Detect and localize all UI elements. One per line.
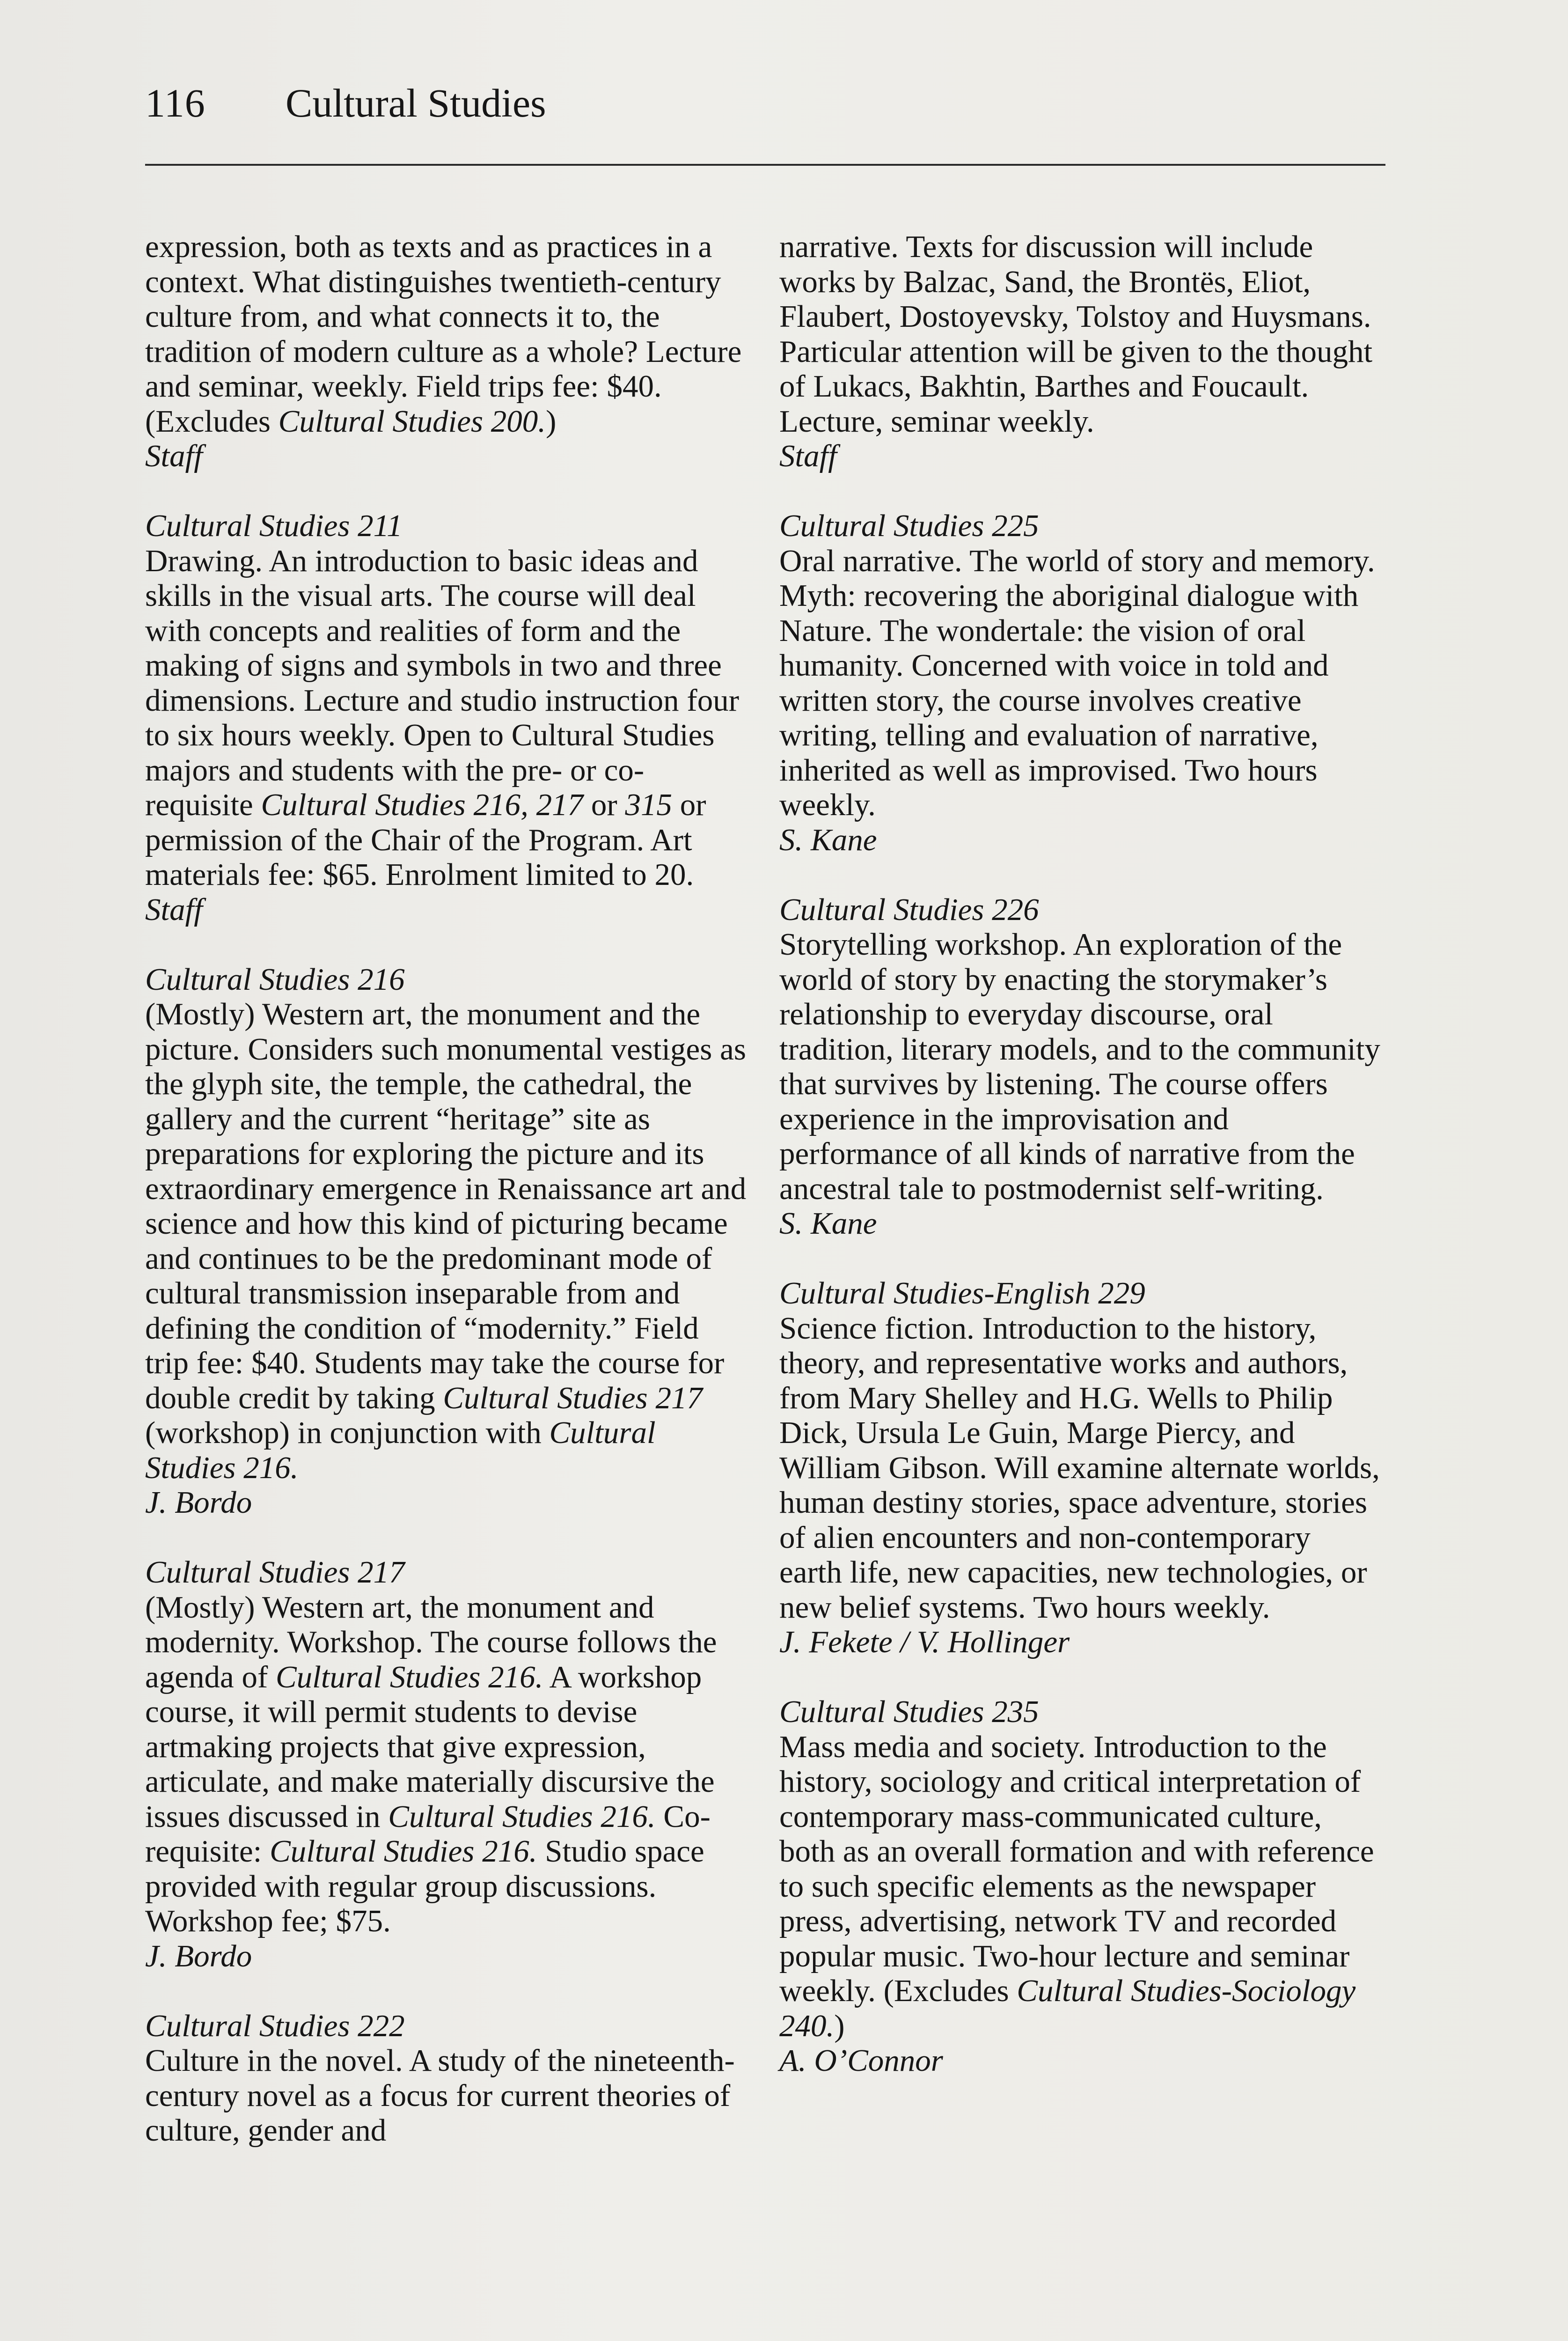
course-description: (Mostly) Western art, the monument and the picture. Considers such monumental vestiges as the glyph site, the temple, the cathedral, the gallery and the current “heritage” site as preparations for exploring the picture and its extraordinary emergence in Renaissance art and science and how this kind of picturing became and continues to be the predominant mode of cultural transmission inseparable from and defining the condition of “modernity.” Field trip fee: $40. Students may take the course for double credit by taking Cultural Studies 217 (workshop) in conjunction with Cultural Studies 216. <box>145 997 747 1485</box>
course-ref: Cultural Studies 216. <box>145 1415 656 1485</box>
coreq-course-ref: Cultural Studies 216. <box>270 1834 537 1869</box>
right-column <box>779 229 1381 2113</box>
course-entry-cs225 <box>779 508 1381 857</box>
course-description: Storytelling workshop. An exploration of the world of story by enacting the storymaker’s relationship to everyday discourse, oral tradition, literary models, and to the community that survives by listening. The course offers experience in the improvisation and performance of all kinds of narrative from the ancestral tale to postmodernist self-writing. <box>779 927 1380 1206</box>
course-entry-cs229 <box>779 1276 1381 1660</box>
course-instructor: J. Bordo <box>145 1485 252 1520</box>
course-entry-cs211 <box>145 508 747 927</box>
course-entry-continued <box>145 229 747 474</box>
course-code: Cultural Studies 226 <box>779 892 1039 927</box>
course-entry-cs222 <box>145 2009 747 2148</box>
course-code: Cultural Studies 235 <box>779 1694 1039 1729</box>
course-instructor: J. Fekete / V. Hollinger <box>779 1625 1070 1659</box>
page-header <box>145 75 1385 131</box>
course-entry-cs226 <box>779 892 1381 1241</box>
course-instructor: S. Kane <box>779 1206 877 1241</box>
header-rule <box>145 164 1385 166</box>
course-ref: Cultural Studies 216. <box>388 1799 656 1834</box>
course-description: Oral narrative. The world of story and memory. Myth: recovering the aboriginal dialogue with Nature. The wondertale: the vision of oral humanity. Concerned with voice in told and written story, the course involves creative writing, telling and evaluation of narrative, inherited as well as improvised. Two hours weekly. <box>779 543 1375 822</box>
course-description: (Mostly) Western art, the monument and modernity. Workshop. The course follows the agenda of Cultural Studies 216. A workshop course, it will permit students to devise artmaking projects that give expression, articulate, and make materially discursive the issues discussed in Cultural Studies 216. Co-requisite: Cultural Studies 216. Studio space provided with regular group discussions. Workshop fee; $75. <box>145 1590 717 1938</box>
course-description: narrative. Texts for discussion will include works by Balzac, Sand, the Brontës, Eliot, Flaubert, Dostoyevsky, Tolstoy and Huysmans. Particular attention will be given to the thought of Lukacs, Bakhtin, Barthes and Foucault. Lecture, seminar weekly. <box>779 229 1373 439</box>
course-description: Drawing. An introduction to basic ideas and skills in the visual arts. The course will deal with concepts and realities of form and the making of signs and symbols in two and three dimensions. Lecture and studio instruction four to six hours weekly. Open to Cultural Studies majors and students with the pre- or co-requisite Cultural Studies 216, 217 or 315 or permission of the Chair of the Program. Art materials fee: $65. Enrolment limited to 20. <box>145 543 740 892</box>
course-description: Culture in the novel. A study of the nineteenth-century novel as a focus for current theories of culture, gender and <box>145 2043 735 2148</box>
course-instructor: A. O’Connor <box>779 2043 943 2078</box>
page-number: 116 <box>145 81 205 125</box>
course-entry-cs216 <box>145 962 747 1520</box>
course-entry-cs222-continued <box>779 229 1381 474</box>
course-instructor: Staff <box>779 439 837 473</box>
course-instructor: Staff <box>145 892 203 927</box>
course-code: Cultural Studies 217 <box>145 1555 405 1590</box>
prereq-course-ref: Cultural Studies 216, 217 <box>261 788 584 822</box>
excluded-course-ref: Cultural Studies 200. <box>278 404 546 439</box>
course-description: Science fiction. Introduction to the history, theory, and representative works and authors, from Mary Shelley and H.G. Wells to Philip Dick, Ursula Le Guin, Marge Piercy, and William Gibson. Will examine alternate worlds, human destiny stories, space adventure, stories of alien encounters and non-contemporary earth life, new capacities, new technologies, or new belief systems. Two hours weekly. <box>779 1310 1380 1625</box>
course-entry-cs217 <box>145 1555 747 1973</box>
left-column <box>145 229 747 2183</box>
prereq-course-ref: 315 <box>625 788 672 822</box>
excluded-course-ref: Cultural Studies-Sociology 240. <box>779 1973 1356 2043</box>
course-instructor: S. Kane <box>779 822 877 857</box>
course-ref: Cultural Studies 217 <box>443 1380 703 1415</box>
course-entry-cs235 <box>779 1694 1381 2078</box>
course-code: Cultural Studies 225 <box>779 508 1039 543</box>
running-title: Cultural Studies <box>286 81 546 125</box>
course-description: Mass media and society. Introduction to the history, sociology and critical interpretation of contemporary mass-communicated culture, both as an overall formation and with reference to such specific elements as the newspaper press, advertising, network TV and recorded popular music. Two-hour lecture and seminar weekly. (Excludes Cultural Studies-Sociology 240.) <box>779 1729 1374 2043</box>
course-instructor: Staff <box>145 439 203 473</box>
course-code: Cultural Studies 222 <box>145 2008 405 2043</box>
course-instructor: J. Bordo <box>145 1938 252 1973</box>
course-code: Cultural Studies 216 <box>145 962 405 997</box>
course-code: Cultural Studies 211 <box>145 508 403 543</box>
course-code: Cultural Studies-English 229 <box>779 1276 1145 1310</box>
course-ref: Cultural Studies 216. <box>276 1659 543 1694</box>
course-description: expression, both as texts and as practices in a context. What distinguishes twentieth-century culture from, and what connects it to, the tradition of modern culture as a whole? Lecture and seminar, weekly. Field trips fee: $40. (Excludes Cultural Studies 200.) <box>145 229 742 439</box>
